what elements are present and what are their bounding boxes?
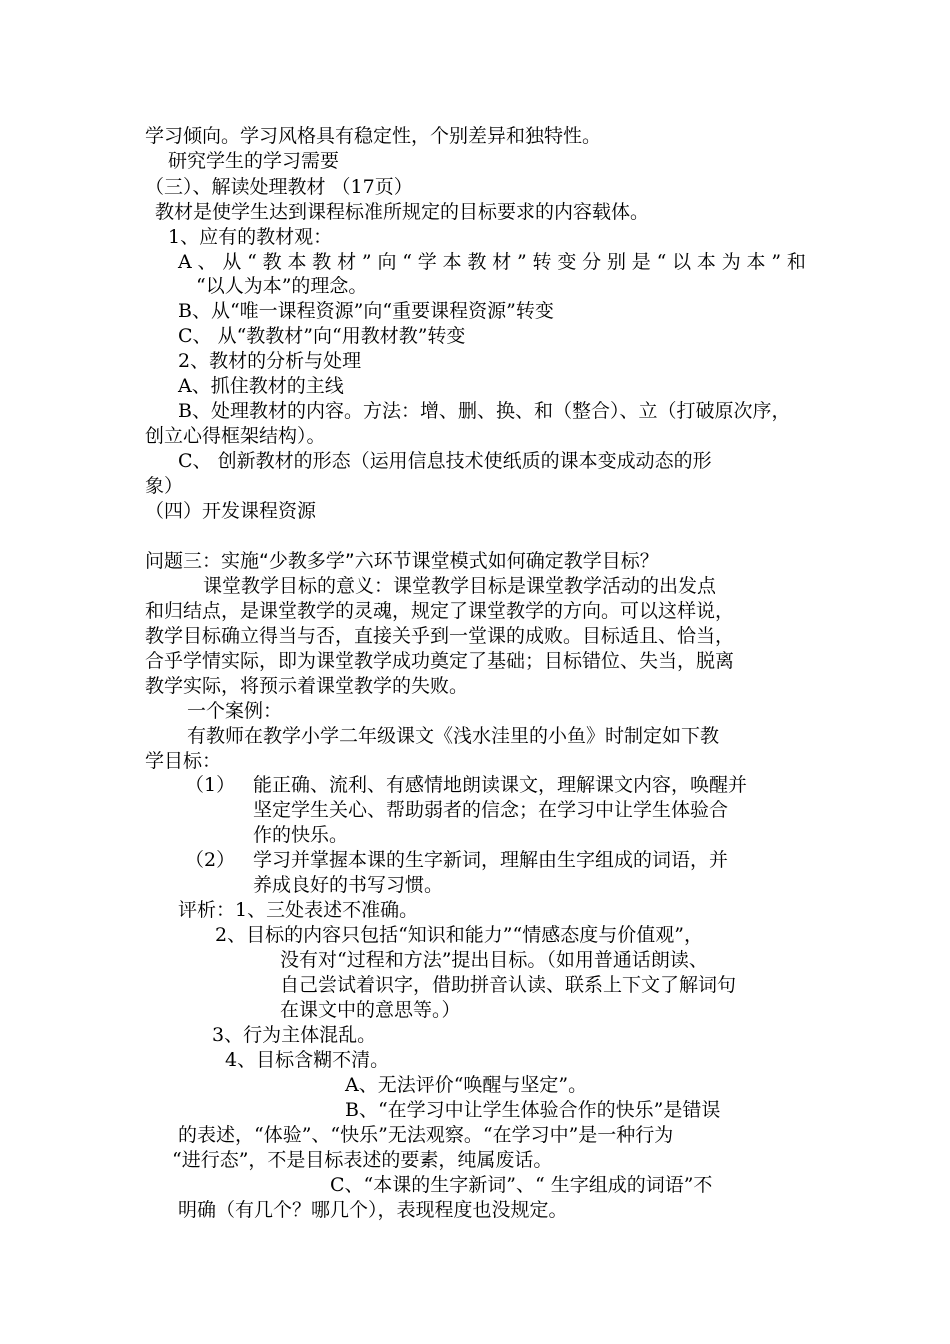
paragraph-line: 课堂教学目标的意义：课堂教学目标是课堂教学活动的出发点: [203, 575, 717, 597]
text-line: 2、教材的分析与处理: [178, 350, 362, 372]
list-marker: （2）: [185, 849, 236, 871]
text-line: 有教师在教学小学二年级课文《浅水洼里的小鱼》时制定如下教: [187, 725, 720, 747]
paragraph-line: 教学实际，将预示着课堂教学的失败。: [145, 675, 469, 697]
text-line: “以人为本”的理念。: [196, 275, 368, 297]
text-line: 评析：1、三处表述不准确。: [178, 899, 419, 921]
text-line: 没有对“过程和方法”提出目标。（如用普通话朗读、: [280, 949, 708, 971]
text-line: A、无法评价“唤醒与坚定”。: [345, 1074, 588, 1096]
text-line: 4、目标含糊不清。: [225, 1049, 390, 1071]
text-line: 教材是使学生达到课程标准所规定的目标要求的内容载体。: [155, 201, 650, 223]
text-line: B、从“唯一课程资源”向“重要课程资源”转变: [178, 300, 554, 322]
text-line: A 、 从 “ 教 本 教 材 ” 向 “ 学 本 教 材 ” 转 变 分 别 是 “ 以 本 为 本 ” 和: [178, 251, 806, 273]
text-line: 的表述，“体验”、“快乐”无法观察。“在学习中”是一种行为: [178, 1124, 674, 1146]
section-heading: （四）开发课程资源: [145, 500, 317, 522]
text-line: 明确（有几个？哪几个），表现程度也没规定。: [178, 1199, 568, 1221]
text-line: 1、应有的教材观：: [168, 226, 333, 248]
text-line: 学目标：: [145, 750, 222, 772]
text-line: 学习倾向。学习风格具有稳定性，个别差异和独特性。: [145, 125, 602, 147]
text-line: 创立心得框架结构）。: [145, 425, 326, 447]
text-line: B、处理教材的内容。方法：增、删、换、和（整合）、立（打破原次序，: [178, 400, 791, 422]
paragraph-line: 和归结点，是课堂教学的灵魂，规定了课堂教学的方向。可以这样说，: [145, 600, 735, 622]
text-line: B、“在学习中让学生体验合作的快乐”是错误: [345, 1099, 721, 1121]
list-item-text: 坚定学生关心、帮助弱者的信念；在学习中让学生体验合: [253, 799, 729, 821]
text-line: 在课文中的意思等。）: [280, 999, 461, 1021]
paragraph-line: 合乎学情实际，即为课堂教学成功奠定了基础；目标错位、失当，脱离: [145, 650, 735, 672]
list-item-text: 作的快乐。: [253, 824, 349, 846]
text-line: 象）: [145, 475, 184, 497]
text-line: 研究学生的学习需要: [168, 150, 340, 172]
paragraph-line: 教学目标确立得当与否，直接关乎到一堂课的成败。目标适且、恰当，: [145, 625, 735, 647]
text-line: A、抓住教材的主线: [178, 375, 344, 397]
text-line: 一个案例：: [187, 700, 283, 722]
text-line: C、 创新教材的形态（运用信息技术使纸质的课本变成动态的形: [178, 450, 712, 472]
list-marker: （1）: [185, 774, 236, 796]
text-line: 3、行为主体混乱。: [212, 1024, 377, 1046]
list-item-text: 能正确、流利、有感情地朗读课文，理解课文内容，唤醒并: [253, 774, 748, 796]
text-line: 自己尝试着识字，借助拼音认读、联系上下文了解词句: [280, 974, 737, 996]
section-heading: （三）、解读处理教材 （17页）: [145, 176, 413, 198]
text-line: “进行态”，不是目标表述的要素，纯属废话。: [172, 1149, 553, 1171]
text-line: C、“本课的生字新词”、“ 生字组成的词语”不: [330, 1174, 713, 1196]
text-line: 2、目标的内容只包括“知识和能力”“情感态度与价值观”，: [215, 924, 703, 946]
text-line: C、 从“教教材”向“用教材教”转变: [178, 325, 466, 347]
list-item-text: 学习并掌握本课的生字新词，理解由生字组成的词语，并: [253, 849, 729, 871]
question-heading: 问题三：实施“少教多学”六环节课堂模式如何确定教学目标？: [145, 550, 659, 572]
list-item-text: 养成良好的书写习惯。: [253, 874, 444, 896]
